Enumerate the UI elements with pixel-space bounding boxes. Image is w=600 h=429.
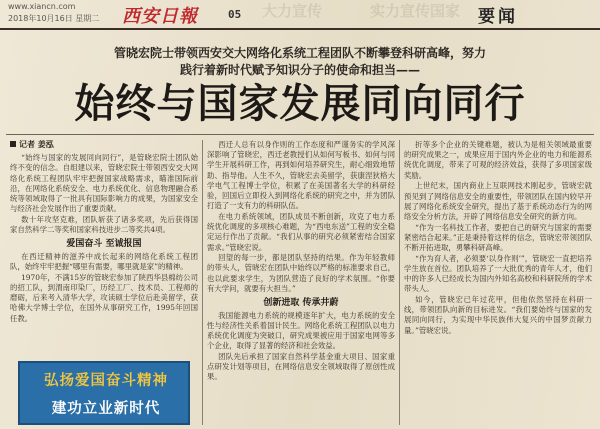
slogan-line-2: 建功立业新时代 xyxy=(51,401,161,417)
masthead xyxy=(0,0,600,30)
page-number: 05 xyxy=(228,8,242,21)
reporter-byline xyxy=(10,140,198,150)
article-column-2 xyxy=(207,140,395,425)
section-heading: 爱国奋斗 至诚报国 xyxy=(66,239,142,250)
column-divider xyxy=(202,140,203,425)
paragraph: 西迁人总有以身作则的工作态度和严谨务实的学风深深影响了管晓宏，西迁老教授们从如何写板书、如何与同学生开展科研工作，再到如何培养研究生，耐心细致地帮助、指导他。人生不久，管晓宏去美留学，获康涅狄格大学电气工程博士学位，积累了在美国著名大学的科研经验，回国后立即投入到网络化系统的研究之中，并为团队打造了一支有力的科研队伍。 xyxy=(207,140,395,211)
paragraph: 我国能源电力系统的规模逐年扩大，电力系统的安全性与经济性关系着国计民生。网络化系统工程团队以电力系统优化调度为突破口，研究成果被应用于国家电网等多个企业，取得了显著的经济和社会效益。 xyxy=(207,310,395,351)
section-name: 要闻 xyxy=(478,7,518,27)
subheadline-line-2: 践行着新时代赋予知识分子的使命和担当—— xyxy=(179,63,420,77)
paragraph: 数十年攻坚克难，团队斩获了诸多奖项，先后获得国家自然科学二等奖和国家科技进步二等奖共4项。 xyxy=(10,214,198,235)
paragraph: “始终与国家的发展同向同行”，是管晓宏院士团队始终不变的信念。自组建以来，管晓宏院士带领西安交大网络化系统工程团队牢牢把握国家战略需求，瞄准国际前沿，在网络化系统安全、电力系统优化、信息物理融合系统等领域取得了一批具有国际影响力的成果，为国家安全与经济社会发展作出了重要贡献。 xyxy=(10,153,198,214)
issue-date: 2018年10月16日 星期二 xyxy=(8,14,100,23)
paragraph: 折等多个企业的关键难题，被认为是相关领域最重要的研究成果之一，成果应用于国内外企业的电力和能源系统优化调度，带来了可观的经济效益，获得了多项国家级奖励。 xyxy=(404,140,592,180)
article-column-3 xyxy=(404,140,592,425)
paragraph: 上世纪末，国内商业上互联网技术刚起步，管晓宏就预见到了网络信息安全的重要性，带领团队在国内较早开展了网络化系统安全研究，提出了基于系统动态行为的网络安全分析方法，开辟了网络信息安全研究的新方向。 xyxy=(404,181,592,221)
paper-name-logo: 西安日報 xyxy=(122,6,198,27)
site-url: www.xiancn.com xyxy=(8,2,76,11)
headline-rule xyxy=(6,134,594,135)
paragraph: 回望的每一步，都是团队坚持的结果。作为年轻教师的带头人，管晓宏在团队中始终以严格的标准要求自己，也以此要求学生，为团队营造了良好的学术氛围。“你要有大学问，就要有大担当。” xyxy=(207,253,395,293)
paragraph: 在电力系统领域，团队成员不断创新，攻克了电力系统优化调度的多项核心难题，为“西电东送”工程的安全稳定运行作出了贡献。“我们从事的研究必须紧密结合国家需求。”管晓宏说。 xyxy=(207,211,395,252)
slogan-line-1: 弘扬爱国奋斗精神 xyxy=(44,373,168,389)
paragraph: 如今，管晓宏已年过花甲，但他依然坚持在科研一线，带领团队向新的目标进发。“我们要始终与国家的发展同向同行，为实现中华民族伟大复兴的中国梦贡献力量。”管晓宏说。 xyxy=(404,295,592,335)
paragraph: 1970年，不满15岁的管晓宏参加了陕西华县棉纺公司的招工队，到渭南印染厂，历经工厂、技术员、工程师的磨砺，后来考入清华大学，攻读硕士学位后赴美留学，获哈佛大学博士学位，在国外从事研究工作，1995年回国任教。 xyxy=(10,272,198,323)
paragraph: “作为育人者，必须要‘以身作则’”，管晓宏一直把培养学生放在首位。团队培养了一大批优秀的青年人才，他们中的许多人已经成长为国内外知名高校和科研院所的学术带头人。 xyxy=(404,253,592,294)
slogan-banner xyxy=(18,361,190,425)
column-divider xyxy=(399,140,400,425)
section-heading: 创新进取 传承井蔚 xyxy=(263,298,339,309)
paragraph: 团队先后承担了国家自然科学基金重大项目、国家重点研发计划等项目，在网络信息安全领域取得了原创性成果。 xyxy=(207,351,395,382)
article-column-1 xyxy=(10,140,198,360)
paragraph: “作为一名科技工作者，要把自己的研究与国家的需要紧密结合起来。”正是秉持着这样的信念，管晓宏带领团队不断开拓进取，勇攀科研高峰。 xyxy=(404,222,592,253)
ghost-text-right: 实力宣传国家 xyxy=(370,2,461,20)
main-headline: 始终与国家发展同向同行 xyxy=(74,81,526,127)
subheadline-line-1: 管晓宏院士带领西安交大网络化系统工程团队不断攀登科研高峰，努力 xyxy=(113,46,486,60)
paragraph: 在西迁精神的滋养中成长起来的网络化系统工程团队，始终牢牢把握“哪里有需要，哪里就是家”的精神。 xyxy=(10,251,198,272)
square-bullet-icon xyxy=(10,141,16,147)
ghost-text-left: 大力宣传 xyxy=(262,2,323,20)
reporter-name: 记者 姜泓 xyxy=(19,140,54,149)
